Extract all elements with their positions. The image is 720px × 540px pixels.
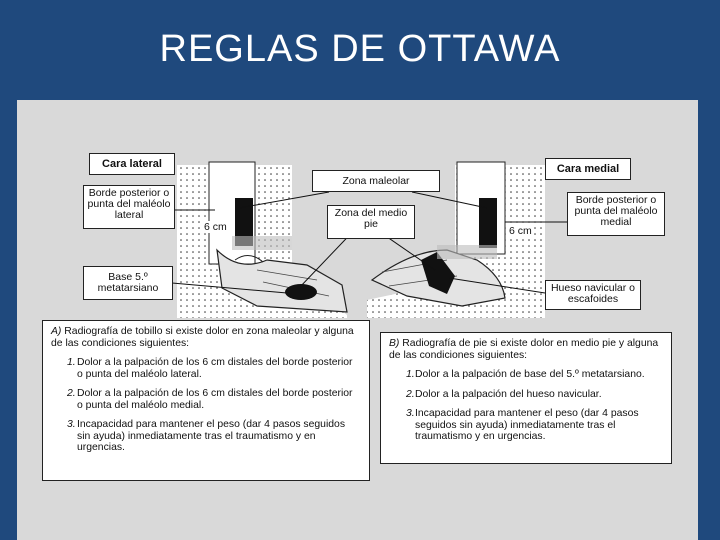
rule-text: Incapacidad para mantener el peso (dar 4 pasos seguidos sin ayuda) inmediatamente tras el traumatismo y en urgencias. [77, 419, 346, 453]
ankle-rules-letter: A) [51, 326, 62, 337]
navicular-label: Hueso navicular o escafoides [545, 280, 641, 310]
fifth-metatarsal-label: Base 5.º metatarsiano [83, 266, 173, 300]
foot-rules-box [380, 332, 672, 464]
slide-title: REGLAS DE OTTAWA [159, 28, 561, 70]
zona-maleolar-label: Zona maleolar [312, 170, 440, 192]
ankle-rule-item [51, 388, 361, 411]
ankle-rules-box [42, 320, 370, 481]
ankle-rules-heading-text: Radiografía de tobillo si existe dolor en zona maleolar y alguna de las condiciones siguientes: [51, 326, 354, 349]
ankle-rule-item [51, 419, 361, 454]
foot-rule-item [389, 389, 663, 401]
ankle-rules-heading [51, 326, 361, 349]
rule-text: Dolor a la palpación de los 6 cm distales del borde posterior o punta del maléolo lateral. [77, 357, 353, 380]
foot-rule-item [389, 369, 663, 381]
lateral-view-header: Cara lateral [89, 153, 175, 175]
foot-rules-letter: B) [389, 338, 400, 349]
rule-text: Dolor a la palpación del hueso navicular. [415, 388, 602, 400]
ankle-rule-item [51, 357, 361, 380]
rule-number: 2. [67, 388, 76, 399]
rule-text: Dolor a la palpación de los 6 cm distales del borde posterior o punta del maléolo medial. [77, 388, 353, 411]
rule-text: Dolor a la palpación de base del 5.º metatarsiano. [415, 369, 645, 380]
foot-rules-heading [389, 338, 663, 361]
rule-number: 2. [406, 388, 415, 400]
zona-mediopie-label: Zona del medio pie [327, 205, 415, 239]
figure-panel [17, 100, 698, 540]
lateral-6cm-measure: 6 cm [204, 221, 227, 233]
rule-number: 3. [406, 408, 415, 419]
rule-number: 1. [67, 357, 76, 368]
foot-rule-item [389, 408, 663, 443]
medial-6cm-measure: 6 cm [509, 225, 532, 237]
rule-number: 3. [67, 419, 76, 430]
foot-rules-heading-text: Radiografía de pie si existe dolor en medio pie y alguna de las condiciones siguientes: [389, 338, 659, 361]
lateral-malleolus-label: Borde posterior o punta del maléolo lateral [83, 185, 175, 229]
rule-number: 1. [406, 369, 415, 380]
rule-text: Incapacidad para mantener el peso (dar 4 pasos seguidos sin ayuda) inmediatamente tras el traumatismo y en urgencias. [415, 408, 639, 442]
medial-malleolus-label: Borde posterior o punta del maléolo medial [567, 192, 665, 236]
medial-view-header: Cara medial [545, 158, 631, 180]
